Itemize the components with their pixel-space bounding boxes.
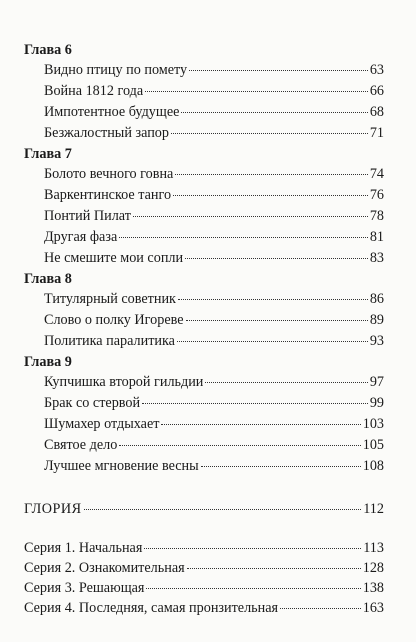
dot-leader [119, 237, 368, 238]
series-entry [24, 558, 384, 578]
toc-entry-title: Шумахер отдыхает [44, 416, 160, 432]
toc-entry-page: 83 [369, 250, 384, 266]
dot-leader [185, 258, 368, 259]
toc-entry [24, 123, 384, 144]
series-page: 113 [363, 540, 384, 556]
spacer [24, 520, 384, 538]
toc-entry [24, 289, 384, 310]
toc-entry [24, 185, 384, 206]
series-page: 138 [362, 580, 384, 596]
toc-entry [24, 414, 384, 435]
dot-leader [186, 320, 368, 321]
dot-leader [142, 403, 368, 404]
chapter-heading: Глава 7 [24, 146, 72, 162]
toc-entry [24, 81, 384, 102]
series-entry [24, 598, 384, 618]
series-title: Серия 3. Решающая [24, 580, 145, 596]
chapter-heading: Глава 6 [24, 42, 72, 58]
toc-entry [24, 393, 384, 414]
toc-entry-title: Лучшее мгновение весны [44, 458, 199, 474]
toc-entry-title: Титулярный советник [44, 291, 176, 307]
dot-leader [119, 445, 360, 446]
toc-entry-title: Купчишка второй гильдии [44, 374, 204, 390]
section-title: ГЛОРИЯ [24, 501, 82, 517]
toc-entry-title: Брак со стервой [44, 395, 141, 411]
toc-entry-page: 78 [369, 208, 384, 224]
series-page: 163 [362, 600, 384, 616]
toc-entry-title: Другая фаза [44, 229, 118, 245]
series-title: Серия 1. Начальная [24, 540, 143, 556]
toc-entry-page: 103 [362, 416, 384, 432]
toc-entry-title: Понтий Пилат [44, 208, 131, 224]
toc-entry-title: Видно птицу по помету [44, 62, 188, 78]
toc-entry-title: Импотентное будущее [44, 104, 180, 120]
toc-entry-page: 93 [369, 333, 384, 349]
dot-leader [280, 608, 361, 609]
toc-entry-page: 89 [369, 312, 384, 328]
spacer [24, 477, 384, 499]
dot-leader [84, 509, 362, 510]
toc-entry-title: Война 1812 года [44, 83, 144, 99]
dot-leader [146, 588, 360, 589]
toc-entry [24, 164, 384, 185]
dot-leader [133, 216, 368, 217]
toc-entry-page: 105 [362, 437, 384, 453]
series-entry [24, 578, 384, 598]
toc-entry [24, 435, 384, 456]
series-title: Серия 4. Последняя, самая пронзительная [24, 600, 279, 616]
toc-entry-page: 108 [362, 458, 384, 474]
toc-entry-title: Не смешите мои сопли [44, 250, 184, 266]
dot-leader [161, 424, 360, 425]
toc-entry [24, 372, 384, 393]
toc-entry-title: Слово о полку Игореве [44, 312, 184, 328]
toc-entry-title: Безжалостный запор [44, 125, 169, 141]
toc-entry [24, 248, 384, 269]
toc-entry [24, 60, 384, 81]
dot-leader [171, 133, 368, 134]
toc-entry-page: 71 [369, 125, 384, 141]
toc-entry [24, 227, 384, 248]
dot-leader [187, 568, 361, 569]
dot-leader [205, 382, 367, 383]
chapter-heading: Глава 8 [24, 271, 72, 287]
toc-entry-page: 63 [369, 62, 384, 78]
series-page: 128 [362, 560, 384, 576]
dot-leader [181, 112, 367, 113]
toc-entry-page: 81 [369, 229, 384, 245]
toc-entry-title: Политика паралитика [44, 333, 175, 349]
dot-leader [175, 174, 367, 175]
toc-entry [24, 331, 384, 352]
dot-leader [178, 299, 368, 300]
dot-leader [201, 466, 361, 467]
dot-leader [145, 91, 368, 92]
series-entry [24, 538, 384, 558]
toc-entry-page: 74 [369, 166, 384, 182]
toc-entry-title: Варкентинское танго [44, 187, 172, 203]
toc-entry-title: Болото вечного говна [44, 166, 174, 182]
dot-leader [173, 195, 368, 196]
toc-entry-page: 66 [369, 83, 384, 99]
toc-entry-page: 97 [369, 374, 384, 390]
toc-entry-page: 76 [369, 187, 384, 203]
toc-entry-page: 68 [369, 104, 384, 120]
toc-entry [24, 102, 384, 123]
series-title: Серия 2. Ознакомительная [24, 560, 185, 576]
dot-leader [189, 70, 368, 71]
toc-entry [24, 206, 384, 227]
dot-leader [177, 341, 368, 342]
toc-entry-page: 99 [369, 395, 384, 411]
toc-entry [24, 310, 384, 331]
toc-entry-title: Святое дело [44, 437, 118, 453]
toc-entry-page: 86 [369, 291, 384, 307]
chapter-heading: Глава 9 [24, 354, 72, 370]
section-page: 112 [363, 501, 384, 517]
dot-leader [144, 548, 361, 549]
section-entry [24, 499, 384, 520]
toc-entry [24, 456, 384, 477]
